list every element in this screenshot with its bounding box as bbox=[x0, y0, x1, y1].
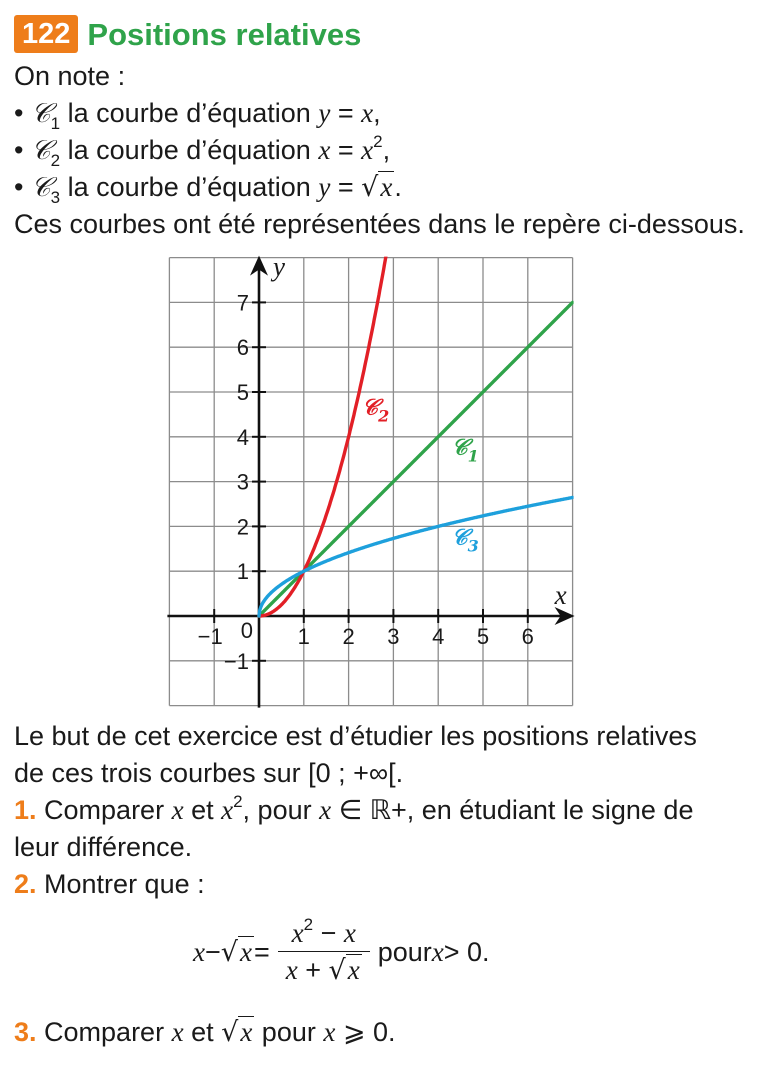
goal-line-2: de ces trois courbes sur [0 ; +∞[. bbox=[14, 758, 404, 788]
question-text: Comparer bbox=[36, 1017, 172, 1047]
curve-symbol: 𝒞 bbox=[30, 135, 51, 166]
greater-than: > 0. bbox=[443, 936, 490, 967]
y-tick-label: 5 bbox=[236, 380, 249, 405]
exercise-header bbox=[14, 14, 361, 54]
question-1 bbox=[14, 792, 754, 829]
exponent: 2 bbox=[303, 915, 314, 934]
var-x: x bbox=[323, 1017, 336, 1047]
curve-index: 3 bbox=[50, 188, 61, 207]
sqrt-expression bbox=[329, 955, 362, 986]
var-x: x bbox=[285, 955, 298, 985]
sqrt-sign: √ bbox=[328, 955, 346, 986]
sqrt-expression bbox=[221, 1014, 254, 1051]
exponent: 2 bbox=[233, 792, 243, 811]
sqrt-sign: √ bbox=[361, 172, 379, 203]
curve-c3 bbox=[259, 498, 573, 617]
equation-eq: = bbox=[330, 172, 362, 202]
y-tick-label: 6 bbox=[236, 335, 249, 361]
bullet: • bbox=[14, 172, 24, 202]
question-text: , pour bbox=[242, 795, 320, 825]
origin-label: 0 bbox=[240, 618, 253, 643]
question-text: Comparer bbox=[36, 795, 172, 825]
equation-tail: . bbox=[394, 172, 402, 202]
x-tick-label: 4 bbox=[432, 624, 445, 649]
curves-graph bbox=[0, 243, 760, 713]
grid bbox=[169, 258, 572, 706]
x-tick-label: 3 bbox=[387, 624, 400, 649]
question-2 bbox=[14, 866, 754, 903]
x-tick-label: 1 bbox=[297, 624, 310, 649]
var-x: x bbox=[431, 936, 444, 967]
curve-symbol: 𝒞 bbox=[451, 434, 468, 461]
exercise-number: 122 bbox=[14, 15, 78, 53]
question-text: Montrer que : bbox=[36, 869, 205, 899]
curve-c2-label bbox=[362, 394, 389, 425]
question-text: et bbox=[183, 795, 222, 825]
plus-sign: + bbox=[297, 955, 329, 985]
equation-lhs: y bbox=[318, 172, 331, 202]
represented-sentence: Ces courbes ont été représentées dans le repère ci-dessous. bbox=[14, 209, 745, 239]
curve-index: 1 bbox=[50, 114, 61, 133]
question-text: ∈ ℝ+, en étudiant le signe de bbox=[331, 795, 694, 825]
var-x: x bbox=[343, 918, 356, 948]
curve-c3-definition bbox=[14, 169, 754, 206]
fraction-denominator bbox=[278, 951, 370, 986]
curve-c1-definition bbox=[14, 95, 754, 132]
curve-description: la courbe d’équation bbox=[67, 98, 311, 128]
sqrt-expression bbox=[221, 934, 254, 971]
minus-sign: − bbox=[204, 936, 221, 967]
intro-section bbox=[14, 58, 754, 243]
x-axis-label: x bbox=[554, 580, 567, 610]
curve-symbol: 𝒞 bbox=[30, 172, 51, 203]
question-text: ⩾ 0. bbox=[335, 1017, 396, 1047]
question-number: 3. bbox=[14, 1017, 37, 1047]
y-tick-label: −1 bbox=[223, 648, 249, 674]
curve-index: 2 bbox=[378, 406, 390, 426]
x-tick-label: −1 bbox=[197, 624, 223, 649]
question-text: pour bbox=[254, 1017, 324, 1047]
y-tick-label: 3 bbox=[236, 469, 249, 495]
bullet: • bbox=[14, 135, 24, 165]
equation-eq: = bbox=[330, 135, 362, 165]
equation-rhs: x bbox=[361, 135, 374, 165]
exercise-title: Positions relatives bbox=[87, 16, 362, 52]
curve-c3-label bbox=[452, 524, 479, 555]
questions-section bbox=[14, 718, 754, 903]
equals-sign: = bbox=[253, 936, 270, 967]
equation-rhs: x bbox=[361, 98, 374, 128]
curve-index: 2 bbox=[50, 151, 61, 170]
curve-c2-definition bbox=[14, 132, 754, 169]
var-x: x bbox=[171, 1017, 184, 1047]
minus-sign: − bbox=[313, 918, 344, 948]
identity-formula bbox=[193, 912, 490, 992]
on-note-line: On note : bbox=[14, 61, 126, 91]
curve-description: la courbe d’équation bbox=[67, 135, 311, 165]
x-tick-label: 2 bbox=[342, 624, 355, 649]
fraction bbox=[278, 915, 370, 986]
sqrt-radicand: x bbox=[380, 172, 393, 202]
var-x: x bbox=[221, 795, 234, 825]
sqrt-expression bbox=[361, 169, 394, 206]
y-tick-label: 1 bbox=[236, 559, 249, 585]
y-tick-label: 7 bbox=[236, 290, 249, 316]
question-3 bbox=[14, 1014, 395, 1051]
equation-tail: , bbox=[373, 98, 381, 128]
var-x: x bbox=[319, 795, 332, 825]
equation-lhs: x bbox=[318, 135, 331, 165]
var-x: x bbox=[291, 918, 304, 948]
curve-index: 1 bbox=[467, 446, 479, 466]
question-text: et bbox=[183, 1017, 222, 1047]
curve-index: 3 bbox=[467, 536, 479, 556]
x-tick-label: 5 bbox=[476, 624, 490, 649]
curve-symbol: 𝒞 bbox=[451, 524, 468, 551]
curve-c1-label bbox=[452, 435, 479, 466]
curve-symbol: 𝒞 bbox=[30, 98, 51, 129]
sqrt-sign: √ bbox=[220, 936, 238, 968]
sqrt-sign: √ bbox=[221, 1017, 239, 1048]
question-1-line-2: leur différence. bbox=[14, 832, 193, 862]
sqrt-radicand: x bbox=[239, 936, 252, 967]
x-tick-label: 6 bbox=[521, 624, 534, 649]
y-tick-label: 4 bbox=[236, 424, 249, 450]
curve-description: la courbe d’équation bbox=[67, 172, 311, 202]
equation-eq: = bbox=[330, 98, 362, 128]
var-x: x bbox=[193, 936, 205, 967]
equation-exponent: 2 bbox=[373, 132, 383, 151]
goal-line-1: Le but de cet exercice est d’étudier les positions relatives bbox=[14, 721, 697, 751]
y-tick-label: 2 bbox=[236, 514, 249, 540]
question-number: 1. bbox=[14, 795, 37, 825]
var-x: x bbox=[171, 795, 184, 825]
sqrt-radicand: x bbox=[347, 955, 360, 985]
curve-symbol: 𝒞 bbox=[362, 394, 379, 421]
y-axis-label: y bbox=[273, 251, 285, 282]
question-number: 2. bbox=[14, 869, 37, 899]
fraction-numerator bbox=[284, 915, 364, 951]
equation-tail: , bbox=[382, 135, 391, 165]
for-text: pour bbox=[377, 936, 432, 967]
bullet: • bbox=[14, 98, 24, 128]
equation-lhs: y bbox=[318, 98, 331, 128]
sqrt-radicand: x bbox=[240, 1017, 253, 1047]
